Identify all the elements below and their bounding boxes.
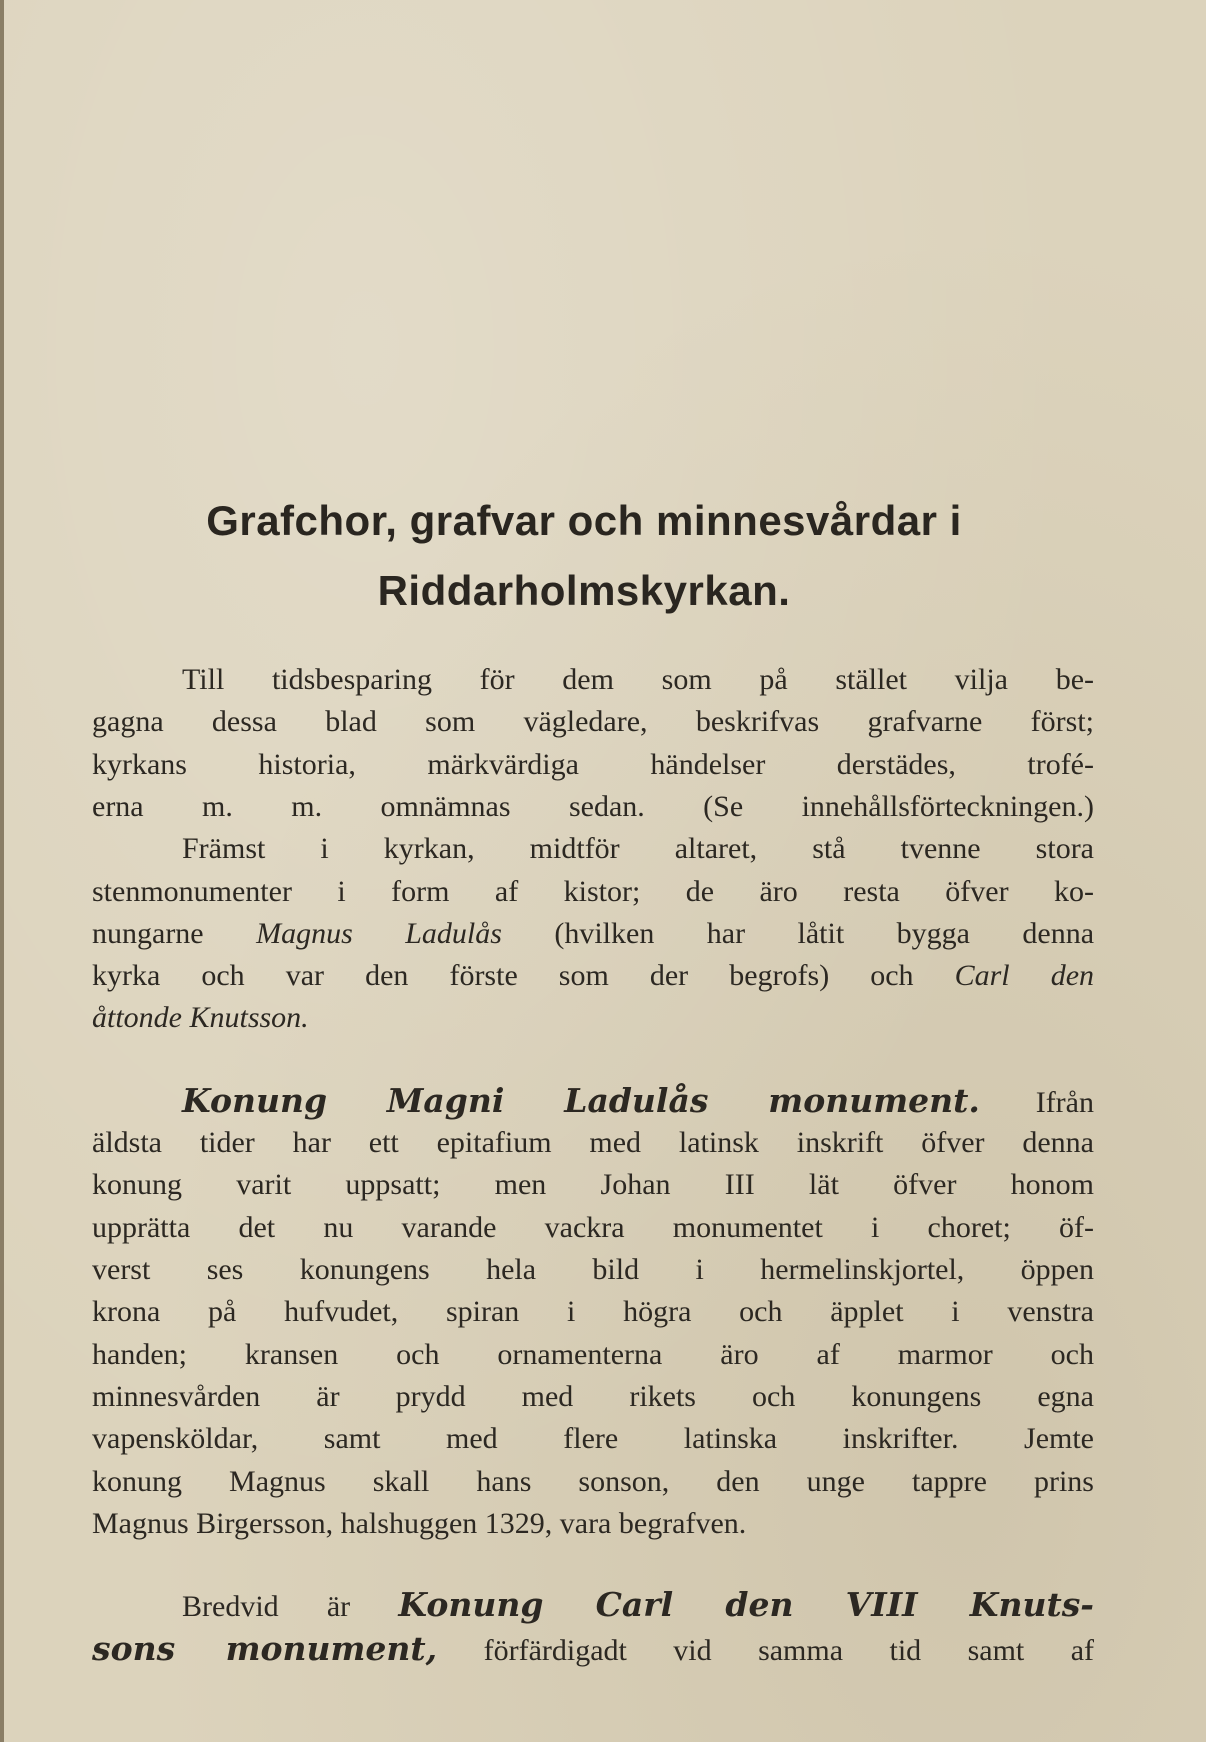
paragraph-3-line-10: konung Magnus skall hans sonson, den unge tappre prins [92, 1465, 1094, 1498]
paragraph-3-line-4: upprätta det nu varande vackra monumentet i choret; öf- [92, 1211, 1094, 1244]
paragraph-4-line-2 [92, 1629, 1095, 1668]
paragraph-3-line-8: minnesvården är prydd med rikets och konungens egna [92, 1380, 1094, 1413]
paragraph-2-line-3 [92, 919, 1094, 949]
name-carl-den: Carl den [954, 959, 1095, 992]
chapter-heading-line-1: Grafchor, grafvar och minnesvårdar i [206, 497, 962, 544]
paragraph-1-line-4: erna m. m. omnämnas sedan. (Se innehållsförteckningen.) [92, 790, 1094, 823]
text: Bredvid är [182, 1590, 351, 1623]
section-title-magni-ladulas-monument: Konung Magni Ladulås monument. [182, 1081, 980, 1120]
paragraph-3-line-1 [182, 1081, 1094, 1120]
text: Ifrån [1035, 1086, 1094, 1119]
name-magnus-ladulas: Magnus Ladulås [256, 917, 502, 950]
paragraph-1-line-2: gagna dessa blad som vägledare, beskrifvas grafvarne först; [92, 705, 1094, 738]
paragraph-3-line-7: handen; kransen och ornamenterna äro af marmor och [92, 1338, 1094, 1371]
paragraph-3-line-11: Magnus Birgersson, halshuggen 1329, vara begrafven. [92, 1507, 747, 1540]
text: förfärdigadt vid samma tid samt af [483, 1634, 1095, 1667]
section-title-carl-viii-monument: Konung Carl den VIII Knuts- [398, 1585, 1094, 1624]
paragraph-4-line-1 [182, 1585, 1094, 1624]
text: kyrka och var den förste som der begrofs) och [92, 959, 914, 992]
paragraph-3-line-5: verst ses konungens hela bild i hermelinskjortel, öppen [92, 1253, 1094, 1286]
paragraph-3-line-9: vapensköldar, samt med flere latinska inskrifter. Jemte [92, 1422, 1094, 1455]
paragraph-2-line-5: åttonde Knutsson. [92, 1001, 309, 1034]
paragraph-2-line-2: stenmonumenter i form af kistor; de äro resta öfver ko- [92, 875, 1094, 908]
paragraph-1-line-3: kyrkans historia, märkvärdiga händelser derstädes, trofé- [92, 748, 1094, 781]
paragraph-3-line-6: krona på hufvudet, spiran i högra och äpplet i venstra [92, 1295, 1094, 1328]
paragraph-1-line-1: Till tidsbesparing för dem som på stället vilja be- [182, 663, 1094, 696]
paragraph-3-line-3: konung varit uppsatt; men Johan III lät öfver honom [92, 1168, 1094, 1201]
section-title-continuation: sons monument, [92, 1629, 438, 1668]
text: nungarne [92, 917, 204, 950]
paragraph-3-line-2: äldsta tider har ett epitafium med latinsk inskrift öfver denna [92, 1126, 1094, 1159]
chapter-heading-line-2: Riddarholmskyrkan. [377, 567, 791, 614]
text: (hvilken har låtit bygga denna [554, 917, 1095, 950]
paragraph-2-line-4 [92, 961, 1094, 991]
paragraph-2-line-1: Främst i kyrkan, midtför altaret, stå tvenne stora [182, 832, 1094, 865]
